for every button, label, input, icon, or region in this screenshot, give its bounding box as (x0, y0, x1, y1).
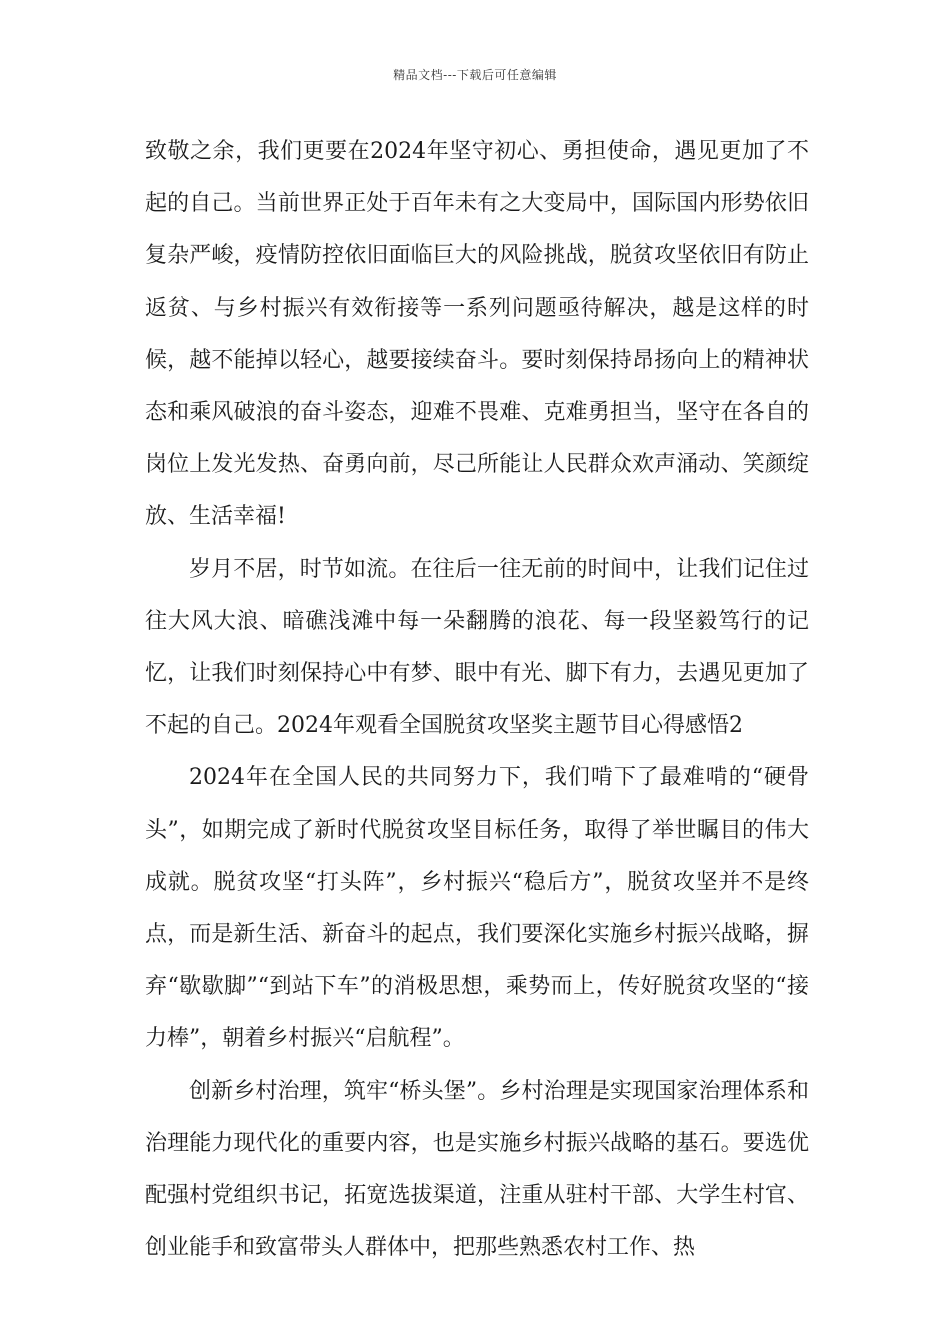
paragraph-1: 致敬之余，我们更要在2024年坚守初心、勇担使命，遇见更加了不起的自己。当前世界正处于百年未有之大变局中，国际国内形势依旧复杂严峻，疫情防控依旧面临巨大的风险挑战，脱贫攻坚依旧有防止返贫、与乡村振兴有效衔接等一系列问题亟待解决，越是这样的时候，越不能掉以轻心，越要接续奋斗。要时刻保持昂扬向上的精神状态和乘风破浪的奋斗姿态，迎难不畏难、克难勇担当，坚守在各自的岗位上发光发热、奋勇向前，尽己所能让人民群众欢声涌动、笑颜绽放、生活幸福! (145, 139, 809, 530)
paragraph-4: 创新乡村治理，筑牢“桥头堡”。乡村治理是实现国家治理体系和治理能力现代化的重要内容，也是实施乡村振兴战略的基石。要选优配强村党组织书记，拓宽选拔渠道，注重从驻村干部、大学生村官、创业能手和致富带头人群体中，把那些熟悉农村工作、热 (145, 1078, 809, 1261)
page-header: 精品文档---下载后可任意编辑 (393, 68, 557, 82)
paragraph-3: 2024年在全国人民的共同努力下，我们啃下了最难啃的“硬骨头”，如期完成了新时代脱贫攻坚目标任务，取得了举世瞩目的伟大成就。脱贫攻坚“打头阵”，乡村振兴“稳后方”，脱贫攻坚并不是终点，而是新生活、新奋斗的起点，我们要深化实施乡村振兴战略，摒弃“歇歇脚”“到站下车”的消极思想，乘势而上，传好脱贫攻坚的“接力棒”，朝着乡村振兴“启航程”。 (145, 765, 809, 1052)
document-body (145, 126, 809, 1274)
paragraph-2: 岁月不居，时节如流。在往后一往无前的时间中，让我们记住过往大风大浪、暗礁浅滩中每一朵翻腾的浪花、每一段坚毅笃行的记忆，让我们时刻保持心中有梦、眼中有光、脚下有力，去遇见更加了不起的自己。2024年观看全国脱贫攻坚奖主题节目心得感悟2 (145, 556, 809, 739)
